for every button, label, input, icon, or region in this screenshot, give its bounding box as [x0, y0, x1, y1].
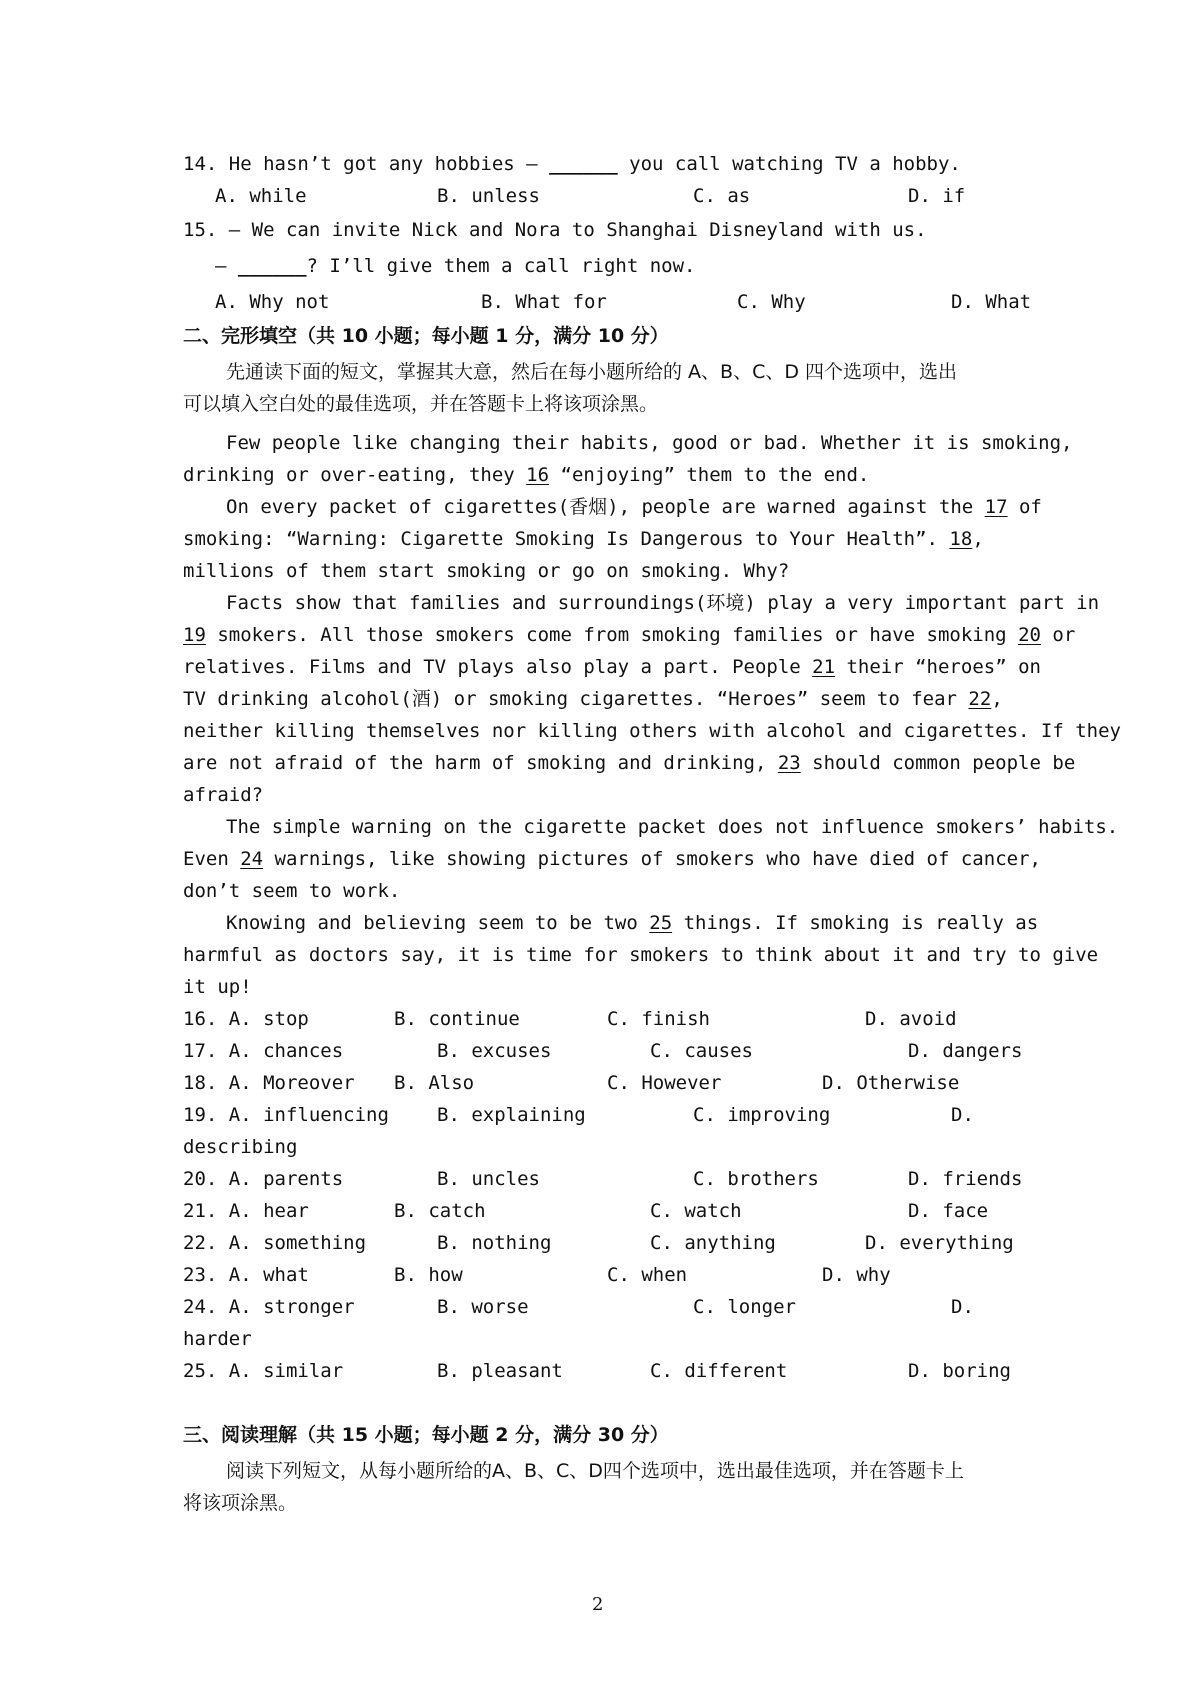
q25-option-d: D. boring	[908, 1360, 1011, 1382]
q17-option-c: C. causes	[650, 1040, 753, 1062]
passage-line: it up!	[183, 976, 252, 998]
q14-option-b: B. unless	[437, 185, 540, 207]
section-3-instruction-line2: 将该项涂黑。	[183, 1492, 298, 1514]
q24-option-d: D.	[951, 1296, 974, 1318]
passage-line: are not afraid of the harm of smoking and drinking, 23 should common people be	[183, 752, 1076, 774]
q19-option-a: 19. A. influencing	[183, 1104, 389, 1126]
passage-line: millions of them start smoking or go on smoking. Why?	[183, 560, 790, 582]
section-3-heading: 三、阅读理解（共 15 小题；每小题 2 分，满分 30 分）	[183, 1424, 669, 1446]
passage-line: 19 smokers. All those smokers come from smoking families or have smoking 20 or	[183, 624, 1076, 646]
blank-25: 25	[649, 912, 673, 934]
q17-option-b: B. excuses	[437, 1040, 552, 1062]
q20-option-d: D. friends	[908, 1168, 1023, 1190]
q20-option-a: 20. A. parents	[183, 1168, 344, 1190]
q14-option-c: C. as	[693, 185, 751, 207]
blank-23: 23	[777, 752, 801, 774]
q22-option-c: C. anything	[650, 1232, 776, 1254]
q21-option-a: 21. A. hear	[183, 1200, 309, 1222]
q21-option-b: B. catch	[394, 1200, 486, 1222]
q17-option-a: 17. A. chances	[183, 1040, 344, 1062]
passage-line: Knowing and believing seem to be two 25 things. If smoking is really as	[226, 912, 1039, 934]
q19-option-d-text: describing	[183, 1136, 298, 1158]
q23-option-b: B. how	[394, 1264, 463, 1286]
section-2-instruction-line2: 可以填入空白处的最佳选项，并在答题卡上将该项涂黑。	[183, 393, 659, 415]
q24-option-c: C. longer	[693, 1296, 796, 1318]
q15-option-a: A. Why not	[215, 291, 330, 313]
passage-line: don’t seem to work.	[183, 880, 401, 902]
q16-option-b: B. continue	[394, 1008, 520, 1030]
section-2-heading: 二、完形填空（共 10 小题；每小题 1 分，满分 10 分）	[183, 325, 669, 347]
passage-line: The simple warning on the cigarette packet does not influence smokers’ habits.	[226, 816, 1119, 838]
blank: ______	[237, 255, 307, 277]
q14-option-d: D. if	[908, 185, 966, 207]
q14-option-a: A. while	[215, 185, 307, 207]
passage-line: relatives. Films and TV plays also play a part. People 21 their “heroes” on	[183, 656, 1041, 678]
q25-option-c: C. different	[650, 1360, 788, 1382]
question-15-line1: 15. — We can invite Nick and Nora to Shanghai Disneyland with us.	[183, 219, 927, 241]
blank-17: 17	[984, 496, 1008, 518]
q18-option-d: D. Otherwise	[822, 1072, 960, 1094]
passage-line: Even 24 warnings, like showing pictures of smokers who have died of cancer,	[183, 848, 1041, 870]
q16-option-a: 16. A. stop	[183, 1008, 309, 1030]
blank-20: 20	[1018, 624, 1041, 646]
q23-option-a: 23. A. what	[183, 1264, 309, 1286]
q18-option-a: 18. A. Moreover	[183, 1072, 355, 1094]
section-2-instruction-line1: 先通读下面的短文，掌握其大意，然后在每小题所给的 A、B、C、D 四个选项中，选出	[226, 361, 958, 383]
q22-option-b: B. nothing	[437, 1232, 552, 1254]
q15-option-d: D. What	[951, 291, 1032, 313]
passage-line: Few people like changing their habits, good or bad. Whether it is smoking,	[226, 432, 1073, 454]
page-number: 2	[592, 1594, 604, 1615]
q25-option-b: B. pleasant	[437, 1360, 563, 1382]
q24-option-a: 24. A. stronger	[183, 1296, 355, 1318]
blank: ______	[549, 153, 618, 175]
blank-22: 22	[968, 688, 992, 710]
passage-line: afraid?	[183, 784, 264, 806]
q19-option-d: D.	[951, 1104, 974, 1126]
q25-option-a: 25. A. similar	[183, 1360, 344, 1382]
q16-option-d: D. avoid	[865, 1008, 957, 1030]
q20-option-c: C. brothers	[693, 1168, 819, 1190]
q18-option-c: C. However	[607, 1072, 722, 1094]
q24-option-b: B. worse	[437, 1296, 529, 1318]
question-14-stem: 14. He hasn’t got any hobbies — ______ you call watching TV a hobby.	[183, 153, 961, 175]
passage-line: drinking or over-eating, they 16 “enjoying” them to the end.	[183, 464, 870, 486]
question-15-line2: — ______? I’ll give them a call right now.	[215, 255, 696, 277]
q21-option-c: C. watch	[650, 1200, 742, 1222]
q18-option-b: B. Also	[394, 1072, 475, 1094]
blank-16: 16	[526, 464, 550, 486]
q15-option-c: C. Why	[737, 291, 806, 313]
blank-18: 18	[949, 528, 973, 550]
q17-option-d: D. dangers	[908, 1040, 1023, 1062]
q22-option-a: 22. A. something	[183, 1232, 367, 1254]
passage-line: harmful as doctors say, it is time for smokers to think about it and try to give	[183, 944, 1099, 966]
q16-option-c: C. finish	[607, 1008, 710, 1030]
q23-option-c: C. when	[607, 1264, 688, 1286]
q21-option-d: D. face	[908, 1200, 989, 1222]
passage-line: Facts show that families and surroundings(环境) play a very important part in	[226, 592, 1100, 614]
passage-line: On every packet of cigarettes(香烟), people are warned against the 17 of	[226, 496, 1042, 518]
q24-option-d-text: harder	[183, 1328, 252, 1350]
q22-option-d: D. everything	[865, 1232, 1014, 1254]
q19-option-b: B. explaining	[437, 1104, 586, 1126]
passage-line: TV drinking alcohol(酒) or smoking cigarettes. “Heroes” seem to fear 22,	[183, 688, 1003, 710]
blank-21: 21	[812, 656, 836, 678]
q19-option-c: C. improving	[693, 1104, 831, 1126]
section-3-instruction-line1: 阅读下列短文，从每小题所给的A、B、C、D四个选项中，选出最佳选项，并在答题卡上	[226, 1460, 964, 1482]
blank-19: 19	[183, 624, 206, 646]
passage-line: neither killing themselves nor killing others with alcohol and cigarettes. If they	[183, 720, 1121, 742]
q20-option-b: B. uncles	[437, 1168, 540, 1190]
blank-24: 24	[240, 848, 264, 870]
q15-option-b: B. What for	[481, 291, 607, 313]
q23-option-d: D. why	[822, 1264, 891, 1286]
passage-line: smoking: “Warning: Cigarette Smoking Is Dangerous to Your Health”. 18,	[183, 528, 984, 550]
